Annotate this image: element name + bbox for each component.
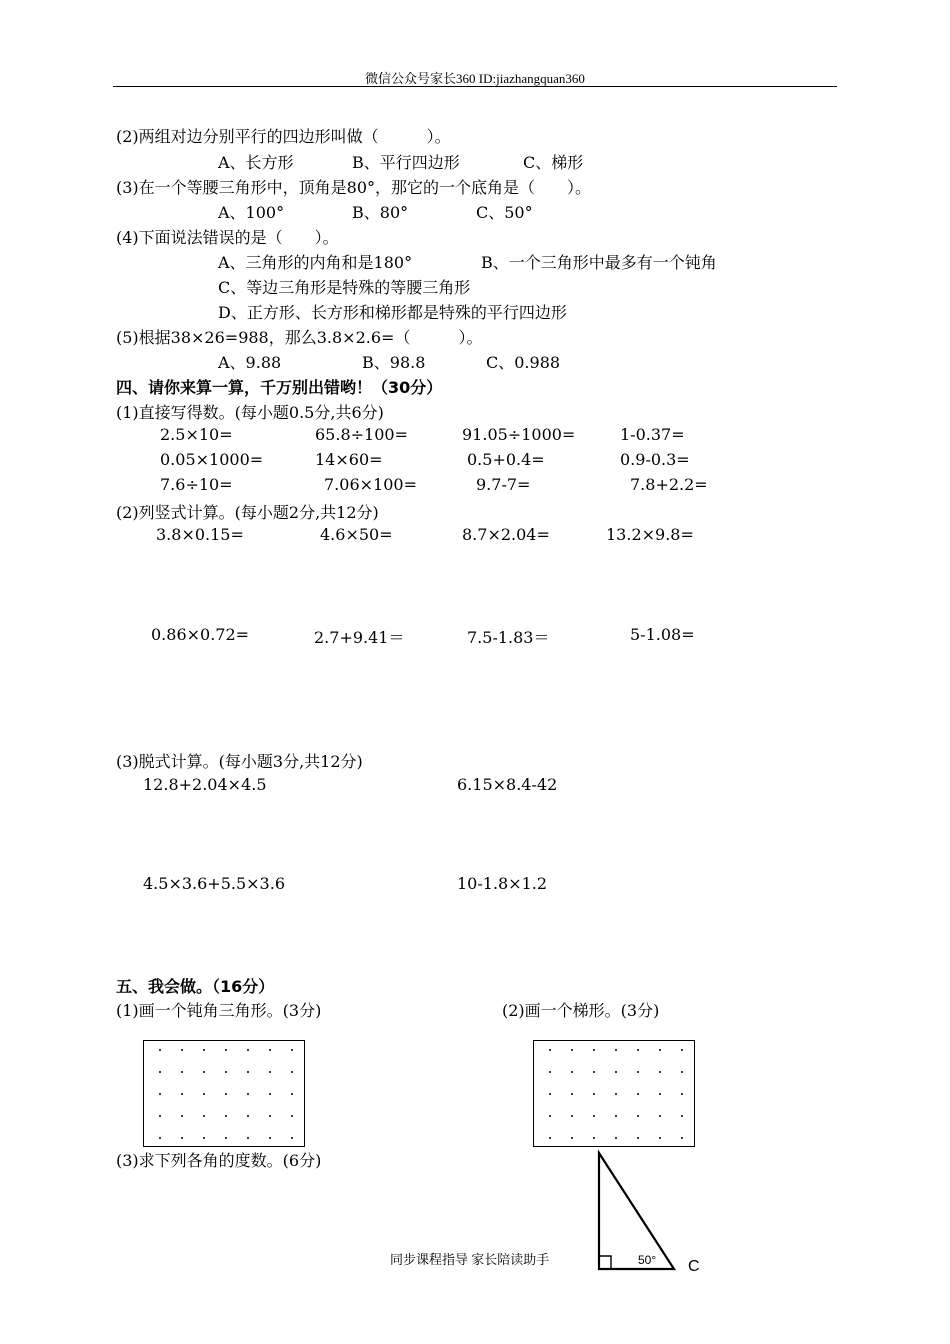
grid-dot xyxy=(269,1115,271,1117)
vertex-label-c: C xyxy=(688,1258,700,1275)
grid-dot xyxy=(659,1137,661,1139)
oral-calc-item: 91.05÷1000= xyxy=(462,425,576,444)
grid-dot xyxy=(159,1137,161,1139)
q2-option-c: C、梯形 xyxy=(523,153,584,172)
grid-dot xyxy=(181,1137,183,1139)
grid-dot xyxy=(181,1071,183,1073)
grid-dot xyxy=(681,1137,683,1139)
grid-dot xyxy=(637,1049,639,1051)
grid-dot xyxy=(659,1093,661,1095)
angle-label: 50° xyxy=(638,1253,657,1267)
grid-dot xyxy=(291,1071,293,1073)
section5-q1-label: (1)画一个钝角三角形。(3分) xyxy=(116,1001,322,1020)
oral-calc-item: 2.5×10= xyxy=(160,425,233,444)
grid-dot xyxy=(203,1071,205,1073)
grid-dot xyxy=(159,1071,161,1073)
grid-dot xyxy=(681,1115,683,1117)
step-calc-item: 4.5×3.6+5.5×3.6 xyxy=(143,874,285,893)
q2-stem: (2)两组对边分别平行的四边形叫做（ ）。 xyxy=(116,127,451,146)
vertical-calc-item: 5-1.08= xyxy=(630,625,695,644)
section4-title: 四、请你来算一算，千万别出错哟！（30分） xyxy=(116,378,443,397)
grid-dot xyxy=(637,1115,639,1117)
oral-calc-item: 0.5+0.4= xyxy=(467,450,545,469)
q4-option-d: D、正方形、长方形和梯形都是特殊的平行四边形 xyxy=(218,303,567,322)
page-header-text: 微信公众号家长360 ID:jiazhangquan360 xyxy=(365,71,585,86)
grid-dot xyxy=(681,1071,683,1073)
q3-option-a: A、100° xyxy=(218,203,285,222)
grid-dot xyxy=(549,1093,551,1095)
grid-dot xyxy=(203,1093,205,1095)
grid-dot xyxy=(593,1137,595,1139)
grid-dot xyxy=(615,1137,617,1139)
grid-dot xyxy=(181,1093,183,1095)
grid-dot xyxy=(225,1115,227,1117)
right-angle-marker xyxy=(599,1256,611,1269)
grid-dot xyxy=(571,1137,573,1139)
q5-option-a: A、9.88 xyxy=(218,353,282,372)
section4-part3-label: (3)脱式计算。(每小题3分,共12分) xyxy=(116,752,363,771)
q4-stem: (4)下面说法错误的是（ ）。 xyxy=(116,228,339,247)
grid-dot xyxy=(247,1093,249,1095)
grid-dot xyxy=(225,1137,227,1139)
oral-calc-item: 9.7-7= xyxy=(476,475,531,494)
oral-calc-item: 65.8÷100= xyxy=(315,425,408,444)
vertical-calc-item: 0.86×0.72= xyxy=(151,625,250,644)
grid-dot xyxy=(247,1137,249,1139)
grid-dot xyxy=(159,1115,161,1117)
grid-dot xyxy=(159,1093,161,1095)
vertical-calc-item: 7.5-1.83＝ xyxy=(467,628,550,647)
grid-dot xyxy=(593,1093,595,1095)
oral-calc-item: 1-0.37= xyxy=(620,425,685,444)
q3-stem: (3)在一个等腰三角形中，顶角是80°，那它的一个底角是（ ）。 xyxy=(116,178,592,197)
page-footer-text: 同步课程指导 家长陪读助手 xyxy=(390,1252,550,1267)
grid-dot xyxy=(269,1049,271,1051)
vertical-calc-item: 13.2×9.8= xyxy=(606,525,694,544)
q3-option-b: B、80° xyxy=(352,203,409,222)
grid-dot xyxy=(291,1115,293,1117)
grid-dot xyxy=(659,1115,661,1117)
grid-dot xyxy=(659,1049,661,1051)
grid-dot xyxy=(181,1115,183,1117)
step-calc-item: 10-1.8×1.2 xyxy=(457,874,548,893)
section5-title: 五、我会做。（16分） xyxy=(116,977,275,996)
grid-dot xyxy=(247,1071,249,1073)
oral-calc-item: 0.9-0.3= xyxy=(620,450,690,469)
grid-dot xyxy=(225,1071,227,1073)
grid-dot xyxy=(549,1049,551,1051)
grid-dot xyxy=(659,1071,661,1073)
q5-option-c: C、0.988 xyxy=(486,353,561,372)
grid-dot xyxy=(615,1093,617,1095)
grid-dot xyxy=(593,1115,595,1117)
grid-dot xyxy=(549,1071,551,1073)
grid-dot xyxy=(291,1049,293,1051)
q5-option-b: B、98.8 xyxy=(362,353,426,372)
grid-dot xyxy=(571,1071,573,1073)
grid-dot xyxy=(637,1093,639,1095)
grid-dot xyxy=(615,1115,617,1117)
grid-dot xyxy=(615,1049,617,1051)
step-calc-item: 12.8+2.04×4.5 xyxy=(143,775,267,794)
vertical-calc-item: 4.6×50= xyxy=(320,525,393,544)
section5-q3-label: (3)求下列各角的度数。(6分) xyxy=(116,1151,322,1170)
grid-dot xyxy=(225,1049,227,1051)
dot-grid-left[interactable] xyxy=(143,1040,305,1147)
header-divider xyxy=(113,86,837,87)
oral-calc-item: 7.8+2.2= xyxy=(630,475,708,494)
grid-dot xyxy=(637,1071,639,1073)
q4-option-b: B、一个三角形中最多有一个钝角 xyxy=(481,253,717,272)
grid-dot xyxy=(269,1137,271,1139)
grid-dot xyxy=(269,1071,271,1073)
dot-grid-right[interactable] xyxy=(533,1040,695,1147)
vertical-calc-item: 8.7×2.04= xyxy=(462,525,550,544)
oral-calc-item: 7.6÷10= xyxy=(160,475,233,494)
grid-dot xyxy=(681,1093,683,1095)
section4-part1-label: (1)直接写得数。(每小题0.5分,共6分) xyxy=(116,403,384,422)
grid-dot xyxy=(549,1115,551,1117)
grid-dot xyxy=(203,1137,205,1139)
step-calc-item: 6.15×8.4-42 xyxy=(457,775,558,794)
vertical-calc-item: 2.7+9.41＝ xyxy=(314,628,405,647)
oral-calc-item: 7.06×100= xyxy=(324,475,417,494)
q2-option-a: A、长方形 xyxy=(218,153,294,172)
grid-dot xyxy=(681,1049,683,1051)
oral-calc-item: 0.05×1000= xyxy=(160,450,264,469)
q2-option-b: B、平行四边形 xyxy=(352,153,460,172)
triangle-outline xyxy=(599,1153,674,1269)
q4-option-c: C、等边三角形是特殊的等腰三角形 xyxy=(218,278,471,297)
grid-dot xyxy=(571,1093,573,1095)
grid-dot xyxy=(159,1049,161,1051)
vertical-calc-item: 3.8×0.15= xyxy=(156,525,244,544)
grid-dot xyxy=(637,1137,639,1139)
grid-dot xyxy=(593,1071,595,1073)
q3-option-c: C、50° xyxy=(476,203,533,222)
q5-stem: (5)根据38×26=988，那么3.8×2.6=（ ）。 xyxy=(116,328,483,347)
grid-dot xyxy=(203,1115,205,1117)
section5-q2-label: (2)画一个梯形。(3分) xyxy=(502,1001,660,1020)
grid-dot xyxy=(181,1049,183,1051)
grid-dot xyxy=(247,1115,249,1117)
grid-dot xyxy=(247,1049,249,1051)
grid-dot xyxy=(615,1071,617,1073)
grid-dot xyxy=(571,1049,573,1051)
grid-dot xyxy=(571,1115,573,1117)
grid-dot xyxy=(549,1137,551,1139)
oral-calc-item: 14×60= xyxy=(315,450,383,469)
right-triangle-figure xyxy=(590,1148,710,1278)
grid-dot xyxy=(225,1093,227,1095)
section4-part2-label: (2)列竖式计算。(每小题2分,共12分) xyxy=(116,503,379,522)
grid-dot xyxy=(291,1093,293,1095)
grid-dot xyxy=(203,1049,205,1051)
grid-dot xyxy=(291,1137,293,1139)
grid-dot xyxy=(593,1049,595,1051)
q4-option-a: A、三角形的内角和是180° xyxy=(218,253,413,272)
grid-dot xyxy=(269,1093,271,1095)
